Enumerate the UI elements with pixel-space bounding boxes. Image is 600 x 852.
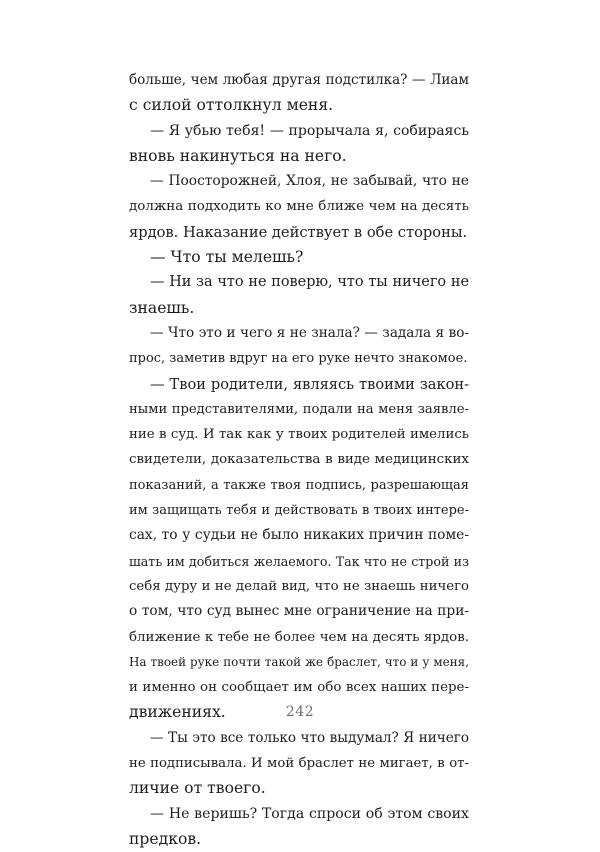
text-line: личие от твоего.	[129, 779, 266, 798]
text-line: должна подходить ко мне ближе чем на десять	[129, 199, 469, 215]
text-line: шать им добиться желаемого. Так что не строй из	[129, 553, 469, 569]
text-line: о том, что суд вынес мне ограничение на при-	[129, 603, 469, 620]
body-text	[129, 68, 469, 852]
page-number: 242	[285, 704, 315, 720]
text-line: знаешь.	[129, 298, 195, 317]
text-line: — Ни за что не поверю, что ты ничего не	[150, 274, 469, 291]
text-line: им защищать тебя и действовать в твоих интере-	[129, 503, 469, 519]
text-line: свидетели, доказательства в виде медицинских	[129, 452, 469, 468]
text-line: — Я убью тебя! — прорычала я, собираясь	[150, 122, 469, 139]
text-line: — Что ты мелешь?	[150, 248, 304, 267]
text-line: ными представителями, подали на меня заявле-	[129, 401, 469, 417]
text-line: и именно он сообщает им обо всех наших пере-	[129, 680, 469, 696]
text-line: сах, то у судьи не было никаких причин поме-	[129, 527, 469, 544]
text-line: ярдов. Наказание действует в обе стороны.	[129, 223, 468, 241]
text-line: — Поосторожней, Хлоя, не забывай, что не	[150, 173, 469, 190]
text-line: движениях.	[129, 703, 226, 722]
text-line: На твоей руке почти такой же браслет, что и у меня,	[129, 654, 469, 669]
text-line: ближение к тебе не более чем на десять ярдов.	[129, 629, 469, 645]
text-line: с силой оттолкнул меня.	[129, 96, 334, 115]
text-line: показаний, а также твоя подпись, разрешающая	[129, 477, 469, 493]
text-line: не подписывала. И мой браслет не мигает, в от-	[129, 756, 469, 772]
text-line: — Не веришь? Тогда спроси об этом своих	[150, 805, 469, 822]
text-line: — Что это и чего я не знала? — задала я во-	[150, 324, 469, 341]
text-line: себя дуру и не делай вид, что не знаешь ничего	[129, 578, 469, 594]
text-line: предков.	[129, 829, 202, 848]
text-line: вновь накинуться на него.	[129, 146, 347, 165]
text-line: — Ты это все только что выдумал? Я ничего	[150, 729, 469, 746]
text-line: — Твои родители, являясь твоими закон-	[150, 375, 469, 393]
text-line: прос, заметив вдруг на его руке нечто знакомое.	[129, 351, 468, 367]
text-line: больше, чем любая другая подстилка? — Лиам	[129, 72, 469, 88]
text-line: ние в суд. И так как у твоих родителей имелись	[129, 427, 469, 443]
